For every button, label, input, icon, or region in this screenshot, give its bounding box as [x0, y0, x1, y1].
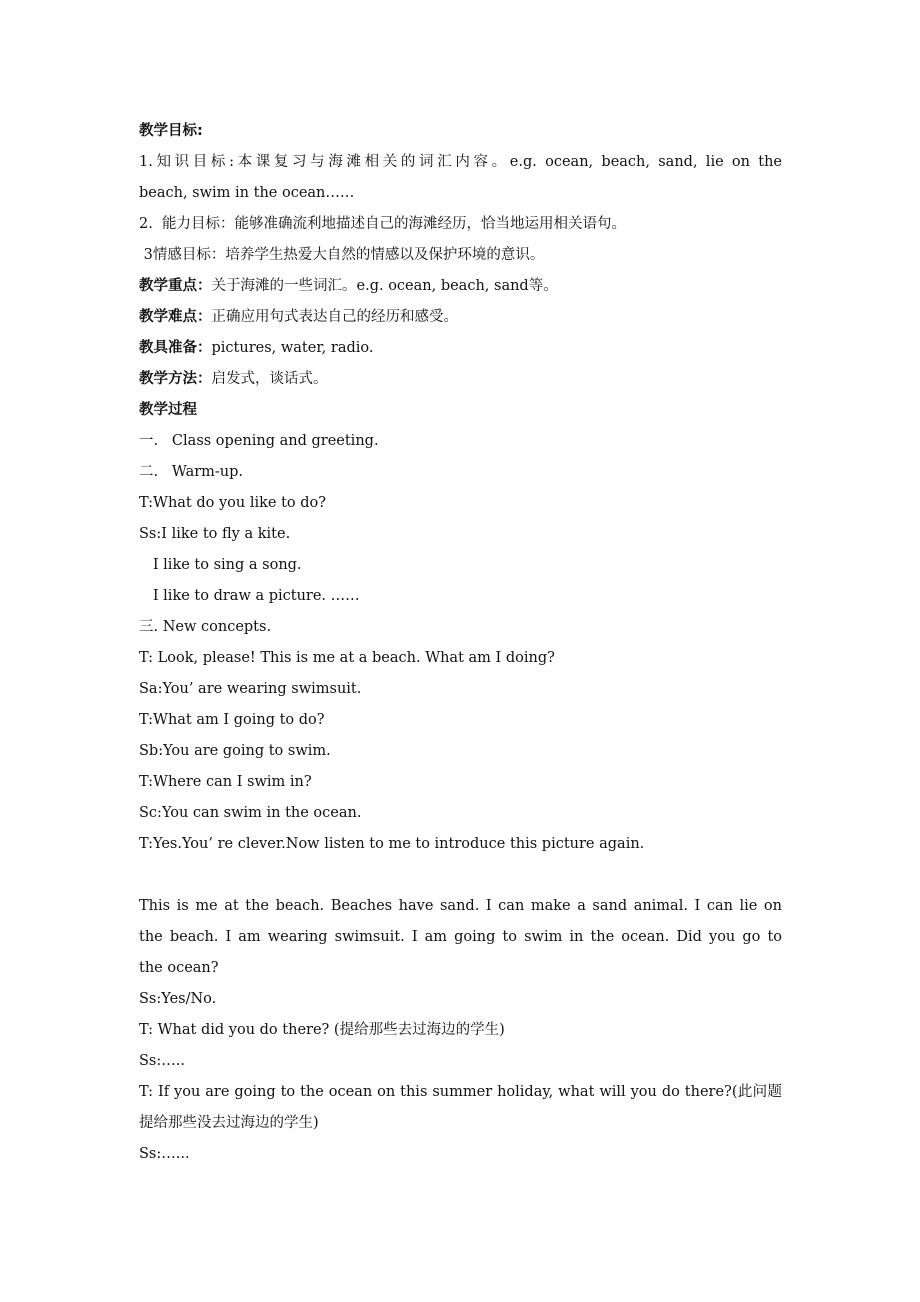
dialogue-line: 二. Warm-up.	[139, 464, 244, 480]
dialogue-line: Sc:You can swim in the ocean.	[139, 805, 362, 821]
key-label: 教学重点：	[139, 278, 212, 294]
dialogue-line: 三. New concepts.	[139, 619, 272, 635]
method-label: 教学方法：	[139, 371, 212, 387]
teaching-tools	[139, 333, 782, 364]
dialogue-line: T: What did you do there? (提给那些去过海边的学生)	[139, 1022, 505, 1038]
paragraph-line-2: the beach. I am wearing swimsuit. I am going to swim in the ocean. Did you go to	[139, 929, 782, 945]
blank-line	[139, 860, 782, 891]
tools-text: pictures, water, radio.	[211, 340, 374, 356]
paragraph-line-3: the ocean?	[139, 960, 219, 976]
process-heading: 教学过程	[139, 402, 197, 418]
diff-text: 正确应用句式表达自己的经历和感受。	[211, 309, 458, 325]
objective-1-line-1: 1.知识目标:本课复习与海滩相关的词汇内容。e.g. ocean, beach, sand, lie on the	[139, 154, 782, 170]
tools-label: 教具准备：	[139, 340, 212, 356]
objective-1-line-2: beach, swim in the ocean……	[139, 185, 355, 201]
difficulties	[139, 302, 782, 333]
objective-3: 3情感目标：培养学生热爱大自然的情感以及保护环境的意识。	[139, 247, 545, 263]
diff-label: 教学难点：	[139, 309, 212, 325]
dialogue-line: Ss:I like to fly a kite.	[139, 526, 291, 542]
dialogue-line: T: Look, please! This is me at a beach. What am I doing?	[139, 650, 555, 666]
dialogue-line: Ss:…..	[139, 1053, 185, 1069]
dialogue-line: T:Where can I swim in?	[139, 774, 312, 790]
objective-2: 2. 能力目标：能够准确流利地描述自己的海滩经历，恰当地运用相关语句。	[139, 216, 627, 232]
dialogue-line: Ss:Yes/No.	[139, 991, 217, 1007]
key-points	[139, 271, 782, 302]
dialogue-line: I like to sing a song.	[139, 557, 302, 573]
dialogue-line: Sa:You’ are wearing swimsuit.	[139, 681, 362, 697]
teaching-method	[139, 364, 782, 395]
dialogue-line: I like to draw a picture. ……	[139, 588, 360, 604]
key-text: 关于海滩的一些词汇。e.g. ocean, beach, sand等。	[211, 278, 558, 294]
dialogue-line: Ss:…...	[139, 1146, 190, 1162]
dialogue-line: T:What am I going to do?	[139, 712, 325, 728]
dialogue-line: T:Yes.You’ re clever.Now listen to me to introduce this picture again.	[139, 836, 645, 852]
dialogue-line: T:What do you like to do?	[139, 495, 327, 511]
objectives-heading: 教学目标:	[139, 123, 203, 139]
dialogue-line: Sb:You are going to swim.	[139, 743, 331, 759]
method-text: 启发式，谈话式。	[211, 371, 328, 387]
paragraph-line-1: This is me at the beach. Beaches have sand. I can make a sand animal. I can lie on	[139, 898, 782, 914]
dialogue-line: T: If you are going to the ocean on this summer holiday, what will you do there?(此问题	[139, 1084, 782, 1100]
lesson-plan	[139, 116, 782, 1170]
dialogue-line: 提给那些没去过海边的学生)	[139, 1115, 319, 1131]
dialogue-line: 一. Class opening and greeting.	[139, 433, 379, 449]
